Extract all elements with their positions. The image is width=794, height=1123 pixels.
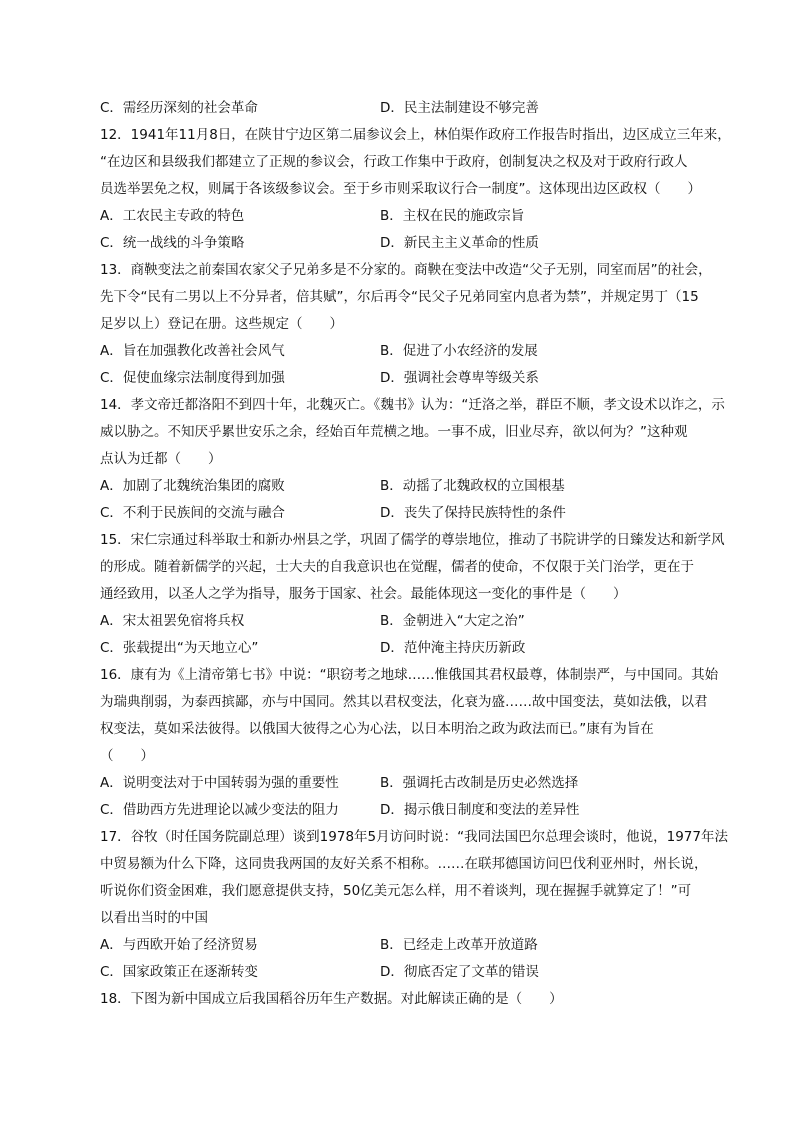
q16-option-a[interactable]: A．说明变法对于中国转弱为强的重要性: [100, 775, 339, 791]
q14-stem-line-3: [0, 446, 794, 473]
q13-text-1: 13．商鞅变法之前秦国农家父子兄弟多是不分家的。商鞅在变法中改造“父子无别，同室而居”的社会，: [100, 262, 712, 278]
q14-stem-line-2: [0, 419, 794, 446]
q13-option-d[interactable]: D．强调社会尊卑等级关系: [380, 370, 539, 386]
q11-option-c: C．需经历深刻的社会革命: [100, 100, 258, 116]
q16-option-b[interactable]: B．强调托古改制是历史必然选择: [380, 775, 579, 791]
q15-text-2: 的形成。随着新儒学的兴起，士大夫的自我意识也在觉醒，儒者的使命，不仅限于关门治学，更在于: [100, 559, 694, 575]
q15-options-row-cd: [0, 635, 794, 662]
q17-stem-line-2: [0, 851, 794, 878]
q17-option-a[interactable]: A．与西欧开始了经济贸易: [100, 937, 258, 953]
q17-text-1: 17．谷牧（时任国务院副总理）谈到1978年5月访问时说：“我同法国巴尔总理会谈时，他说，1977年法: [100, 829, 728, 845]
q16-text-1: 16．康有为《上清帝第七书》中说：“职窃考之地球……惟俄国其君权最尊，体制崇严，与中国同。其始: [100, 667, 719, 683]
q13-option-c[interactable]: C．促使血缘宗法制度得到加强: [100, 370, 285, 386]
q12-option-b[interactable]: B．主权在民的施政宗旨: [380, 208, 525, 224]
q13-stem-line-3: [0, 311, 794, 338]
q16-option-c[interactable]: C．借助西方先进理论以减少变法的阻力: [100, 802, 339, 818]
q15-options-row-ab: [0, 608, 794, 635]
q15-text-3: 通经致用，以圣人之学为指导，服务于国家、社会。最能体现这一变化的事件是（ ）: [100, 586, 627, 602]
q11-option-d: D．民主法制建设不够完善: [380, 100, 539, 116]
q15-stem-line-1: [0, 527, 794, 554]
q17-options-row-cd: [0, 959, 794, 986]
q13-text-2: 先下令“民有二男以上不分异者，倍其赋”，尔后再令“民父子兄弟同室内息者为禁”，并规定男丁（15: [100, 289, 699, 305]
q12-option-a[interactable]: A．工农民主专政的特色: [100, 208, 245, 224]
q17-options-row-ab: [0, 932, 794, 959]
q14-stem-line-1: [0, 392, 794, 419]
q16-stem-line-2: [0, 689, 794, 716]
q17-option-c[interactable]: C．国家政策正在逐渐转变: [100, 964, 258, 980]
q12-text-1: 12．1941年11月8日，在陕甘宁边区第二届参议会上，林伯渠作政府工作报告时指出，边区成立三年来，: [100, 127, 731, 143]
q12-text-2: “在边区和县级我们都建立了正规的参议会，行政工作集中于政府，创制复决之权及对于政府行政人: [100, 154, 688, 170]
q13-options-row-ab: [0, 338, 794, 365]
q16-stem-line-4: [0, 743, 794, 770]
q17-text-4: 以看出当时的中国: [100, 910, 208, 926]
q16-text-2: 为瑞典削弱，为泰西摈鄙，亦与中国同。然其以君权变法，化衰为盛……故中国变法，莫如法俄，以君: [100, 694, 708, 710]
q14-text-2: 威以胁之。不知厌乎累世安乐之余，经始百年荒横之地。一事不成，旧业尽弃，欲以何为？”这种观: [100, 424, 688, 440]
q12-stem-line-1: [0, 122, 794, 149]
q13-text-3: 足岁以上）登记在册。这些规定（ ）: [100, 316, 343, 332]
q14-text-3: 点认为迁都（ ）: [100, 451, 222, 467]
q13-option-b[interactable]: B．促进了小农经济的发展: [380, 343, 538, 359]
q14-option-c[interactable]: C．不利于民族间的交流与融合: [100, 505, 285, 521]
q16-options-row-ab: [0, 770, 794, 797]
q11-options-row-cd: [0, 95, 794, 122]
q17-text-3: 听说你们资金困难，我们愿意提供支持，50亿美元怎么样，用不着谈判，现在握握手就算定了！”可: [100, 883, 692, 899]
q17-option-d[interactable]: D．彻底否定了文革的错误: [380, 964, 539, 980]
q13-stem-line-1: [0, 257, 794, 284]
q16-stem-line-3: [0, 716, 794, 743]
q15-text-1: 15．宋仁宗通过科举取士和新办州县之学，巩固了儒学的尊崇地位，推动了书院讲学的日臻发达和新学风: [100, 532, 725, 548]
q15-stem-line-2: [0, 554, 794, 581]
q17-stem-line-4: [0, 905, 794, 932]
q16-option-d[interactable]: D．揭示俄日制度和变法的差异性: [380, 802, 580, 818]
q17-stem-line-1: [0, 824, 794, 851]
q12-stem-line-3: [0, 176, 794, 203]
q12-option-c[interactable]: C．统一战线的斗争策略: [100, 235, 245, 251]
q12-stem-line-2: [0, 149, 794, 176]
q17-option-b[interactable]: B．已经走上改革开放道路: [380, 937, 538, 953]
q14-options-row-ab: [0, 473, 794, 500]
q15-stem-line-3: [0, 581, 794, 608]
q14-text-1: 14．孝文帝迁都洛阳不到四十年，北魏灭亡。《魏书》认为：“迁洛之举，群臣不顺，孝文设术以诈之，示: [100, 397, 725, 413]
q12-option-d[interactable]: D．新民主主义革命的性质: [380, 235, 539, 251]
q16-stem-line-1: [0, 662, 794, 689]
q15-option-a[interactable]: A．宋太祖罢免宿将兵权: [100, 613, 245, 629]
q16-options-row-cd: [0, 797, 794, 824]
q18-stem-line-1: [0, 986, 794, 1013]
q12-options-row-cd: [0, 230, 794, 257]
q17-stem-line-3: [0, 878, 794, 905]
q16-text-3: 权变法，莫如采法彼得。以俄国大彼得之心为心法，以日本明治之政为政法而已。”康有为旨在: [100, 721, 654, 737]
q14-option-d[interactable]: D．丧失了保持民族特性的条件: [380, 505, 566, 521]
q12-text-3: 员选举罢免之权，则属于各该级参议会。至于乡市则采取议行合一制度”。这体现出边区政权（ ）: [100, 181, 701, 197]
q17-text-2: 中贸易额为什么下降，这同贵我两国的友好关系不相称。……在联邦德国访问巴伐利亚州时，州长说，: [100, 856, 708, 872]
q13-option-a[interactable]: A．旨在加强教化改善社会风气: [100, 343, 285, 359]
q16-text-4: （ ）: [100, 748, 154, 764]
q15-option-b[interactable]: B．金朝进入“大定之治”: [380, 613, 525, 629]
q14-option-b[interactable]: B．动摇了北魏政权的立国根基: [380, 478, 565, 494]
q14-option-a[interactable]: A．加剧了北魏统治集团的腐败: [100, 478, 285, 494]
q15-option-c[interactable]: C．张载提出“为天地立心”: [100, 640, 259, 656]
q13-stem-line-2: [0, 284, 794, 311]
q12-options-row-ab: [0, 203, 794, 230]
q14-options-row-cd: [0, 500, 794, 527]
q13-options-row-cd: [0, 365, 794, 392]
q18-text-1: 18．下图为新中国成立后我国稻谷历年生产数据。对此解读正确的是（ ）: [100, 991, 563, 1007]
q15-option-d[interactable]: D．范仲淹主持庆历新政: [380, 640, 526, 656]
